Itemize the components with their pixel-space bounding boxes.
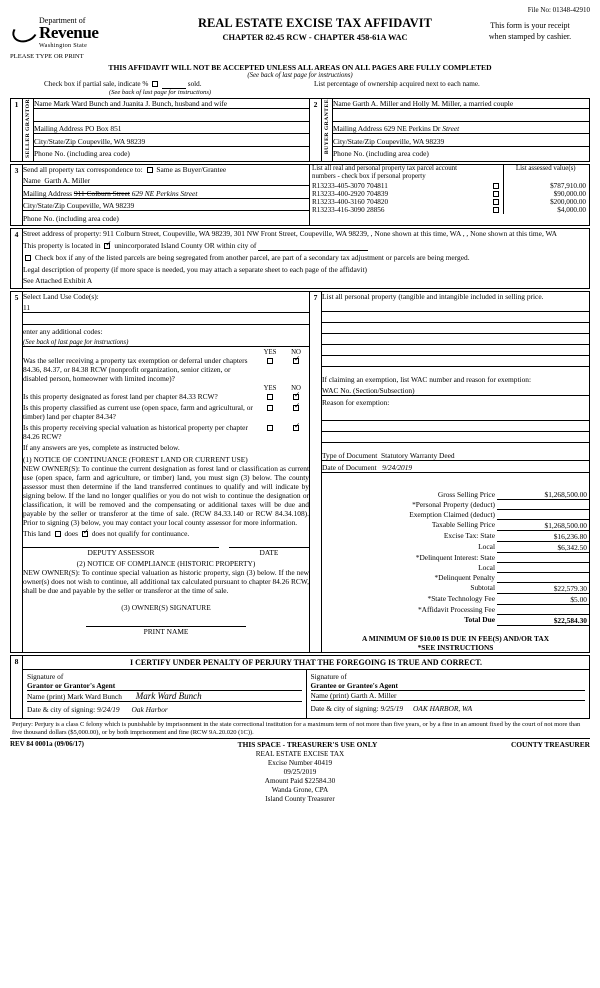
seller-fields bbox=[34, 99, 310, 162]
sendtax-citystate-value[interactable]: Coupeville, WA 98239 bbox=[66, 201, 135, 210]
please-type-note: PLEASE TYPE OR PRINT bbox=[10, 53, 84, 60]
table-row: Local $6,342.50 bbox=[478, 542, 587, 552]
question-current-use bbox=[23, 403, 309, 421]
file-number bbox=[10, 6, 590, 14]
grantor-date-value[interactable]: 9/24/19 bbox=[97, 704, 120, 714]
deputy-assessor-label: DEPUTY ASSESSOR bbox=[23, 547, 219, 557]
document-type-label: Type of Document bbox=[322, 450, 378, 460]
legal-description-label: Legal description of property (if more space is needed, you may attach a separate sheet to each page of the affidavit) bbox=[23, 264, 367, 274]
notice-continuance-body: NEW OWNER(S): To continue the current designation as forest land or classification as current use (open space, farm and agriculture, or timber) land, you must sign (3) below. The county assessor must then determine if the land transferred continues to qualify and will indicate by signing below. If the land no longer qualifies or you do not wish to continue the designation or classification, it will be removed and the compensating or additional taxes will be due and payable by the seller or transferor at the time of sale. (RCW 84.33.140 or RCW 84.34.108). Prior to signing (3) below, you may contact your local county assessor for more information. bbox=[23, 463, 309, 527]
agency-block bbox=[10, 16, 160, 60]
grantee-date-value[interactable]: 9/25/19 bbox=[380, 703, 404, 713]
parcel-personal-checkbox[interactable] bbox=[493, 191, 499, 197]
signature-grid bbox=[23, 669, 589, 718]
located-in-label: This property is located in bbox=[23, 240, 101, 250]
excise-tax-local: $6,342.50 bbox=[497, 542, 589, 553]
file-number-label: File No: bbox=[527, 6, 551, 14]
table-row bbox=[310, 190, 589, 198]
question-exemption-text: Was the seller receiving a property tax exemption or deferral under chapters 84.36, 84.37, or 84.38 RCW (nonprofit organization, senior citizen, or disabled person, homeowner with limited income)? bbox=[23, 356, 248, 383]
question-forest bbox=[23, 392, 309, 401]
parcel-number[interactable]: R13233-400-3160 704820 bbox=[312, 197, 389, 206]
treasurer-stamp bbox=[10, 750, 590, 804]
question-historic-text: Is this property receiving special valuation as historical property per chapter 84.26 RCW? bbox=[23, 423, 248, 441]
exemption-yes-checkbox[interactable] bbox=[267, 358, 273, 364]
receipt-note bbox=[470, 16, 590, 42]
buyer-mailing-label: Mailing Address bbox=[333, 124, 383, 133]
parcel-number[interactable]: R13233-416-3090 28856 bbox=[312, 205, 385, 214]
footer-row bbox=[10, 740, 590, 749]
partial-sale-checkbox[interactable] bbox=[152, 81, 158, 87]
treasurer-space-label: THIS SPACE - TREASURER'S USE ONLY bbox=[237, 740, 378, 749]
parcel-assessed-value: $90,000.00 bbox=[503, 190, 589, 198]
grantee-name-label: Name (print) bbox=[310, 691, 349, 700]
question-current-use-text: Is this property classified as current use (open space, farm and agricultural, or timber) land per chapter 84.34? bbox=[23, 403, 253, 421]
unincorporated-label: unincorporated Island County OR within city of bbox=[114, 240, 257, 250]
parcels-cell bbox=[310, 164, 590, 226]
grantor-name-label: Name (print) bbox=[27, 692, 66, 701]
parcel-assessed-value: $787,910.00 bbox=[503, 182, 589, 190]
parcel-assessed-value: $200,000.00 bbox=[503, 198, 589, 206]
seller-name-value[interactable]: Mark Ward Bunch and Juanita J. Bunch, husband and wife bbox=[53, 99, 228, 108]
wac-label: WAC No. (Section/Subsection) bbox=[322, 385, 415, 395]
sendtax-name-value[interactable]: Garth A. Miller bbox=[44, 176, 91, 185]
table-row: Total Due $22,584.30 bbox=[464, 615, 587, 625]
stamp-line-1: REAL ESTATE EXCISE TAX bbox=[255, 750, 345, 758]
buyer-citystate-value[interactable]: Coupeville, WA 98239 bbox=[376, 136, 445, 146]
sendtax-mailing-struck: 911 Colburn Street bbox=[73, 188, 130, 198]
ownership-note: List percentage of ownership acquired next to each name. bbox=[314, 80, 480, 88]
partial-sale-row bbox=[10, 80, 590, 89]
stamp-line-6: Island County Treasurer bbox=[265, 795, 335, 803]
currentuse-yes-checkbox[interactable] bbox=[267, 405, 273, 411]
continuance-does-not-checkbox[interactable] bbox=[82, 531, 88, 537]
continuance-answer-row: This land does ✓ does not qualify for continuance. bbox=[23, 529, 309, 538]
revenue-wordmark: Revenue bbox=[39, 23, 99, 42]
continuance-does-checkbox[interactable] bbox=[55, 531, 61, 537]
owner-signature-label: (3) OWNER(S) SIGNATURE bbox=[121, 602, 211, 612]
see-back-note: (See back of last page for instructions) bbox=[247, 72, 353, 79]
question-historic bbox=[23, 423, 309, 441]
certification-section bbox=[10, 655, 590, 719]
table-row bbox=[310, 182, 589, 190]
page-title: REAL ESTATE EXCISE TAX AFFIDAVIT bbox=[197, 16, 433, 30]
notice-continuance bbox=[23, 455, 309, 527]
property-box-number: 4 bbox=[11, 229, 23, 289]
same-as-buyer-checkbox[interactable] bbox=[147, 167, 153, 173]
currentuse-no-checkbox[interactable] bbox=[293, 405, 299, 411]
landuse-code-value[interactable]: 11 bbox=[23, 303, 31, 312]
parcel-personal-checkbox[interactable] bbox=[493, 207, 499, 213]
seller-vertical-label: SELLER GRANTOR bbox=[23, 99, 34, 162]
buyer-name-label: Name bbox=[333, 99, 351, 108]
perjury-note: Perjury: Perjury is a class C felony which is punishable by imprisonment in the state correctional institution for a maximum term of not more than five years, or by a fine in an amount fixed by the court of not more than five thousand dollars ($5,000.00), or by both imprisonment and fine (RCW 9A.20.020 (1C)). bbox=[12, 721, 581, 736]
buyer-citystate-label: City/State/Zip bbox=[333, 136, 375, 146]
exemption-no-checkbox[interactable] bbox=[293, 358, 299, 364]
table-row: Local bbox=[322, 563, 589, 573]
landuse-seeback: (See back of last page for instructions) bbox=[23, 339, 309, 347]
taxable-selling-price: $1,268,500.00 bbox=[497, 520, 589, 531]
stamp-line-4: Amount Paid $22584.30 bbox=[264, 777, 336, 785]
minimum-due-note: A MINIMUM OF $10.00 IS DUE IN FEE(S) AND/OR TAX bbox=[361, 634, 550, 643]
delinquent-interest-state bbox=[497, 553, 589, 563]
document-header bbox=[10, 16, 590, 60]
certify-box-number: 8 bbox=[11, 656, 23, 719]
table-row: *State Technology Fee $5.00 bbox=[427, 594, 587, 604]
parcels-value-header: List assessed value(s) bbox=[503, 165, 589, 182]
sendtax-mailing-label: Mailing Address bbox=[23, 188, 73, 198]
buyer-phone-label: Phone No. (including area code) bbox=[333, 149, 429, 158]
see-back-note-2: (See back of last page for instructions) bbox=[108, 89, 212, 96]
notice-compliance-title: (2) NOTICE OF COMPLIANCE (HISTORIC PROPERTY) bbox=[76, 558, 256, 568]
buyer-vertical-label: BUYER GRANTEE bbox=[322, 99, 333, 162]
seller-citystate-value[interactable]: Coupeville, WA 98239 bbox=[77, 136, 146, 146]
file-number-value: 01348-42910 bbox=[552, 6, 590, 14]
landuse-additional-label: enter any additional codes: bbox=[23, 327, 103, 336]
street-address-value[interactable]: 911 Colburn Street, Coupeville, WA 98239, 301 NW Front Street, Coupeville, WA 98239, , None shown at this time, WA , , None shown at this time, WA bbox=[103, 229, 558, 238]
personal-property-box-number: 7 bbox=[310, 291, 322, 653]
delinquent-interest-local bbox=[497, 563, 589, 573]
landuse-box-number: 5 bbox=[11, 291, 23, 653]
unincorporated-checkbox[interactable] bbox=[104, 243, 110, 249]
forest-no-checkbox[interactable] bbox=[293, 394, 299, 400]
legal-description-value[interactable]: See Attached Exhibit A bbox=[23, 276, 93, 285]
parcel-number[interactable]: R13233-400-2920 704839 bbox=[312, 189, 389, 198]
subtotal: $22,579.30 bbox=[497, 583, 589, 594]
seller-mailing-value[interactable]: PO Box 851 bbox=[84, 124, 122, 133]
exemption-claimed bbox=[497, 510, 589, 520]
parcel-assessed-value: $4,000.00 bbox=[503, 206, 589, 214]
table-row: *Affidavit Processing Fee bbox=[322, 605, 589, 615]
see-instructions-note: *SEE INSTRUCTIONS bbox=[417, 643, 494, 652]
completion-warning: THIS AFFIDAVIT WILL NOT BE ACCEPTED UNLESS ALL AREAS ON ALL PAGES ARE FULLY COMPLETED bbox=[108, 63, 492, 72]
table-row: Taxable Selling Price $1,268,500.00 bbox=[431, 520, 587, 530]
personal-property-text: List all personal property (tangible and intangible included in selling price. bbox=[322, 291, 544, 301]
question-exemption bbox=[23, 356, 309, 383]
parcel-number[interactable]: R13233-405-3070 704811 bbox=[312, 181, 388, 190]
grantor-signature[interactable]: Mark Ward Bunch bbox=[135, 691, 202, 701]
sendtax-mailing-handwritten: 629 NE Perkins Street bbox=[131, 188, 198, 198]
sendtax-phone-label: Phone No. (including area code) bbox=[23, 213, 119, 223]
assessor-date-label: DATE bbox=[229, 547, 309, 557]
state-label: Washington State bbox=[39, 42, 88, 49]
buyer-name-value[interactable]: Garth A. Miller and Holly M. Miller, a married couple bbox=[352, 99, 514, 108]
tax-correspondence-table bbox=[10, 164, 590, 227]
notice-compliance-body: NEW OWNER(S): To continue special valuation as historic property, sign (3) below. If the new owner(s) does not wish to continue, all additional tax calculated pursuant to chapter 84.26 RCW, shall be due and payable by the seller or transferor at the time of sale. bbox=[23, 567, 309, 595]
department-label: Department of bbox=[39, 16, 86, 25]
table-row bbox=[310, 206, 589, 214]
buyer-fields bbox=[333, 99, 590, 162]
seller-name-label: Name bbox=[34, 99, 52, 108]
table-row: Subtotal $22,579.30 bbox=[470, 583, 587, 593]
form-revision: REV 84 0001a (09/06/17) bbox=[10, 740, 84, 748]
document-type-value[interactable]: Statutory Warranty Deed bbox=[381, 450, 455, 460]
buyer-mailing-handwritten: Street bbox=[442, 124, 460, 133]
see-back-row-2 bbox=[10, 89, 590, 96]
street-address-label: Street address of property: bbox=[23, 229, 102, 238]
grantor-signature-block bbox=[23, 670, 307, 718]
grantor-sig-label: Signature of bbox=[27, 672, 64, 681]
property-fields bbox=[23, 229, 590, 289]
sendtax-citystate-label: City/State/Zip bbox=[23, 201, 65, 210]
notice-continuance-title: (1) NOTICE OF CONTINUANCE (FOREST LAND OR CURRENT USE) bbox=[23, 454, 248, 464]
receipt-line-2: when stamped by cashier. bbox=[488, 32, 572, 41]
grantor-name-value[interactable]: Mark Ward Bunch bbox=[67, 692, 122, 701]
question-forest-text: Is this property designated as forest land per chapter 84.33 RCW? bbox=[23, 392, 218, 401]
yesno-header-1: YES NO bbox=[263, 349, 301, 356]
segregation-checkbox[interactable] bbox=[25, 255, 31, 261]
landuse-fields bbox=[23, 291, 310, 653]
print-name-label: PRINT NAME bbox=[143, 626, 189, 636]
partial-sale-label: Check box if partial sale, indicate % bbox=[44, 80, 149, 88]
stamp-line-2: Excise Number 40419 bbox=[267, 759, 333, 767]
grantee-signature-block bbox=[307, 670, 590, 718]
landuse-title: Select Land Use Code(s): bbox=[23, 291, 99, 301]
send-tax-box-number: 3 bbox=[11, 164, 23, 226]
grantee-name-value[interactable]: Garth A. Miller bbox=[350, 691, 397, 700]
same-as-buyer-label: Same as Buyer/Grantee bbox=[156, 164, 227, 174]
grantee-city-value[interactable]: OAK HARBOR, WA bbox=[412, 703, 473, 713]
personal-property-fields bbox=[322, 291, 590, 653]
gross-selling-price: $1,268,500.00 bbox=[497, 489, 589, 500]
seller-mailing-label: Mailing Address bbox=[34, 124, 84, 133]
table-row: *Delinquent Penalty bbox=[322, 573, 589, 583]
property-section bbox=[10, 228, 590, 289]
send-tax-fields bbox=[23, 164, 310, 226]
historic-yes-checkbox[interactable] bbox=[267, 425, 273, 431]
seller-box-number: 1 bbox=[11, 99, 23, 162]
total-due: $22,584.30 bbox=[497, 615, 589, 626]
yesno-header-2: YES NO bbox=[263, 385, 301, 392]
parcels-header: List all real and personal property tax parcel account numbers - check box if personal property bbox=[312, 164, 458, 180]
buyer-mailing-value[interactable]: 629 NE Perkins Dr bbox=[383, 124, 441, 133]
receipt-line-1: This form is your receipt bbox=[490, 21, 570, 30]
table-row: Exemption Claimed (deduct) bbox=[322, 510, 589, 520]
grantor-date-label: Date & city of signing: bbox=[27, 704, 96, 714]
table-row: *Personal Property (deduct) bbox=[322, 500, 589, 510]
table-row: Excise Tax: State $16,236.80 bbox=[443, 531, 587, 541]
table-row: *Delinquent Interest: State bbox=[322, 553, 589, 563]
grantee-sig-label: Signature of bbox=[310, 672, 347, 681]
forest-yes-checkbox[interactable] bbox=[267, 394, 273, 400]
if-any-yes-note: If any answers are yes, complete as instructed below. bbox=[23, 443, 180, 452]
parties-table bbox=[10, 98, 590, 162]
partial-sold-label: sold. bbox=[187, 80, 202, 88]
grantor-sig-label2: Grantor or Grantor's Agent bbox=[27, 681, 302, 691]
delinquent-penalty bbox=[497, 573, 589, 583]
stamp-line-5: Wanda Grone, CPA bbox=[271, 786, 329, 794]
grantor-city-value[interactable]: Oak Harbor bbox=[131, 704, 168, 714]
send-tax-instruction: Send all property tax correspondence to: bbox=[23, 164, 143, 174]
parcel-personal-checkbox[interactable] bbox=[493, 199, 499, 205]
county-treasurer-label: COUNTY TREASURER bbox=[510, 740, 590, 749]
document-date-value[interactable]: 9/24/2019 bbox=[382, 463, 413, 472]
affidavit-processing-fee bbox=[497, 605, 589, 615]
certify-text: I CERTIFY UNDER PENALTY OF PERJURY THAT THE FOREGOING IS TRUE AND CORRECT. bbox=[129, 658, 482, 667]
buyer-box-number: 2 bbox=[310, 99, 322, 162]
table-row bbox=[310, 198, 589, 206]
grantee-date-label: Date & city of signing: bbox=[310, 703, 379, 713]
exemption-claim-label: If claiming an exemption, list WAC number and reason for exemption: bbox=[322, 374, 532, 384]
parcels-table bbox=[310, 165, 589, 214]
table-row: Gross Selling Price $1,268,500.00 bbox=[437, 489, 587, 499]
landuse-personal-section bbox=[10, 291, 590, 654]
document-date-label: Date of Document bbox=[322, 463, 377, 472]
money-table bbox=[322, 489, 589, 626]
segregation-label: Check box if any of the listed parcels are being segregated from another parcel, are part of a secondary tax adjustment or parcels are being merged. bbox=[34, 253, 470, 262]
historic-no-checkbox[interactable] bbox=[293, 425, 299, 431]
stamp-line-3: 09/25/2019 bbox=[283, 768, 317, 776]
state-technology-fee: $5.00 bbox=[497, 594, 589, 605]
personal-property-deduct bbox=[497, 500, 589, 510]
revenue-swoosh-icon bbox=[10, 18, 36, 44]
chapter-subtitle: CHAPTER 82.45 RCW - CHAPTER 458-61A WAC bbox=[222, 33, 408, 42]
grantee-sig-label2: Grantee or Grantee's Agent bbox=[311, 681, 586, 691]
sendtax-name-label: Name bbox=[23, 176, 41, 185]
deputy-assessor-row bbox=[23, 547, 309, 557]
seller-phone-label: Phone No. (including area code) bbox=[34, 149, 130, 158]
excise-tax-state: $16,236.80 bbox=[497, 531, 589, 542]
seller-citystate-label: City/State/Zip bbox=[34, 136, 76, 146]
reason-label: Reason for exemption: bbox=[322, 398, 390, 407]
parcel-personal-checkbox[interactable] bbox=[493, 183, 499, 189]
